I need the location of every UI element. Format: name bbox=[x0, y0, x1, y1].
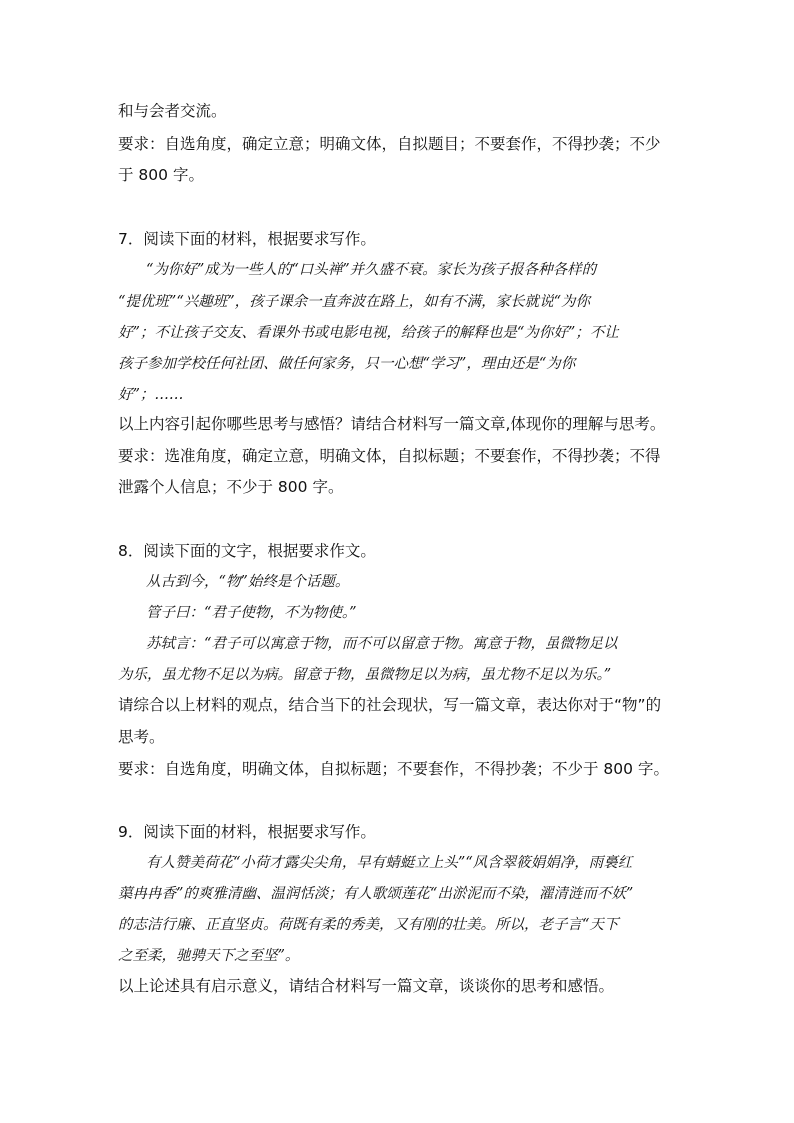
quote-line: 蕖冉冉香”的爽雅清幽、温润恬淡；有人歌颂莲花“出淤泥而不染，濯清涟而不妖” bbox=[118, 886, 634, 902]
question-heading-8: 8．阅读下面的文字，根据要求作文。 bbox=[118, 542, 376, 560]
quote-line: “提优班”“兴趣班”，孩子课余一直奔波在路上，如有不满，家长就说“为你 bbox=[118, 294, 591, 310]
prompt-text-line: 思考。 bbox=[118, 728, 165, 746]
quote-line: 有人赞美荷花“小荷才露尖尖角，早有蜻蜓立上头”“风含翠筱娟娟净，雨裛红 bbox=[146, 855, 633, 871]
quote-line: 的志洁行廉、正直坚贞。荷既有柔的秀美，又有刚的壮美。所以，老子言“天下 bbox=[118, 917, 619, 933]
prompt-text-line: 请综合以上材料的观点，结合当下的社会现状，写一篇文章，表达你对于“物”的 bbox=[118, 696, 662, 714]
quote-line: “为你好”成为一些人的“口头禅”并久盛不衰。家长为孩子报各种各样的 bbox=[146, 262, 597, 278]
requirement-text-line: 要求：自选角度，确定立意；明确文体，自拟题目；不要套作，不得抄袭；不少 bbox=[118, 135, 661, 153]
requirement-text-line: 泄露个人信息；不少于 800 字。 bbox=[118, 478, 344, 496]
quote-line: 好”；不让孩子交友、看课外书或电影电视，给孩子的解释也是“为你好”；不让 bbox=[118, 325, 619, 341]
quote-line: 管子曰：“君子使物，不为物使。” bbox=[146, 605, 357, 621]
quote-line: 之至柔，驰骋天下之至坚”。 bbox=[118, 948, 300, 964]
quote-line: 好”；…… bbox=[118, 387, 184, 403]
body-text-line: 和与会者交流。 bbox=[118, 102, 227, 120]
question-heading-7: 7．阅读下面的材料，根据要求写作。 bbox=[118, 230, 376, 248]
quote-line: 孩子参加学校任何社团、做任何家务，只一心想“学习”，理由还是“为你 bbox=[118, 356, 576, 372]
quote-line: 苏轼言：“君子可以寓意于物，而不可以留意于物。寓意于物，虽微物足以 bbox=[146, 636, 618, 652]
quote-line: 为乐，虽尤物不足以为病。留意于物，虽微物足以为病，虽尤物不足以为乐。” bbox=[118, 667, 612, 683]
requirement-text-line: 要求：自选角度，明确文体，自拟标题；不要套作，不得抄袭；不少于 800 字。 bbox=[118, 760, 669, 778]
quote-line: 从古到今，“物”始终是个话题。 bbox=[146, 574, 350, 590]
prompt-text-line: 以上内容引起你哪些思考与感悟？请结合材料写一篇文章,体现你的理解与思考。 bbox=[118, 415, 666, 433]
prompt-text-line: 以上论述具有启示意义，请结合材料写一篇文章，谈谈你的思考和感悟。 bbox=[118, 977, 615, 995]
question-heading-9: 9．阅读下面的材料，根据要求写作。 bbox=[118, 823, 376, 841]
requirement-text-line: 要求：选准角度，确定立意，明确文体，自拟标题；不要套作，不得抄袭；不得 bbox=[118, 447, 661, 465]
requirement-text-line: 于 800 字。 bbox=[118, 166, 204, 184]
